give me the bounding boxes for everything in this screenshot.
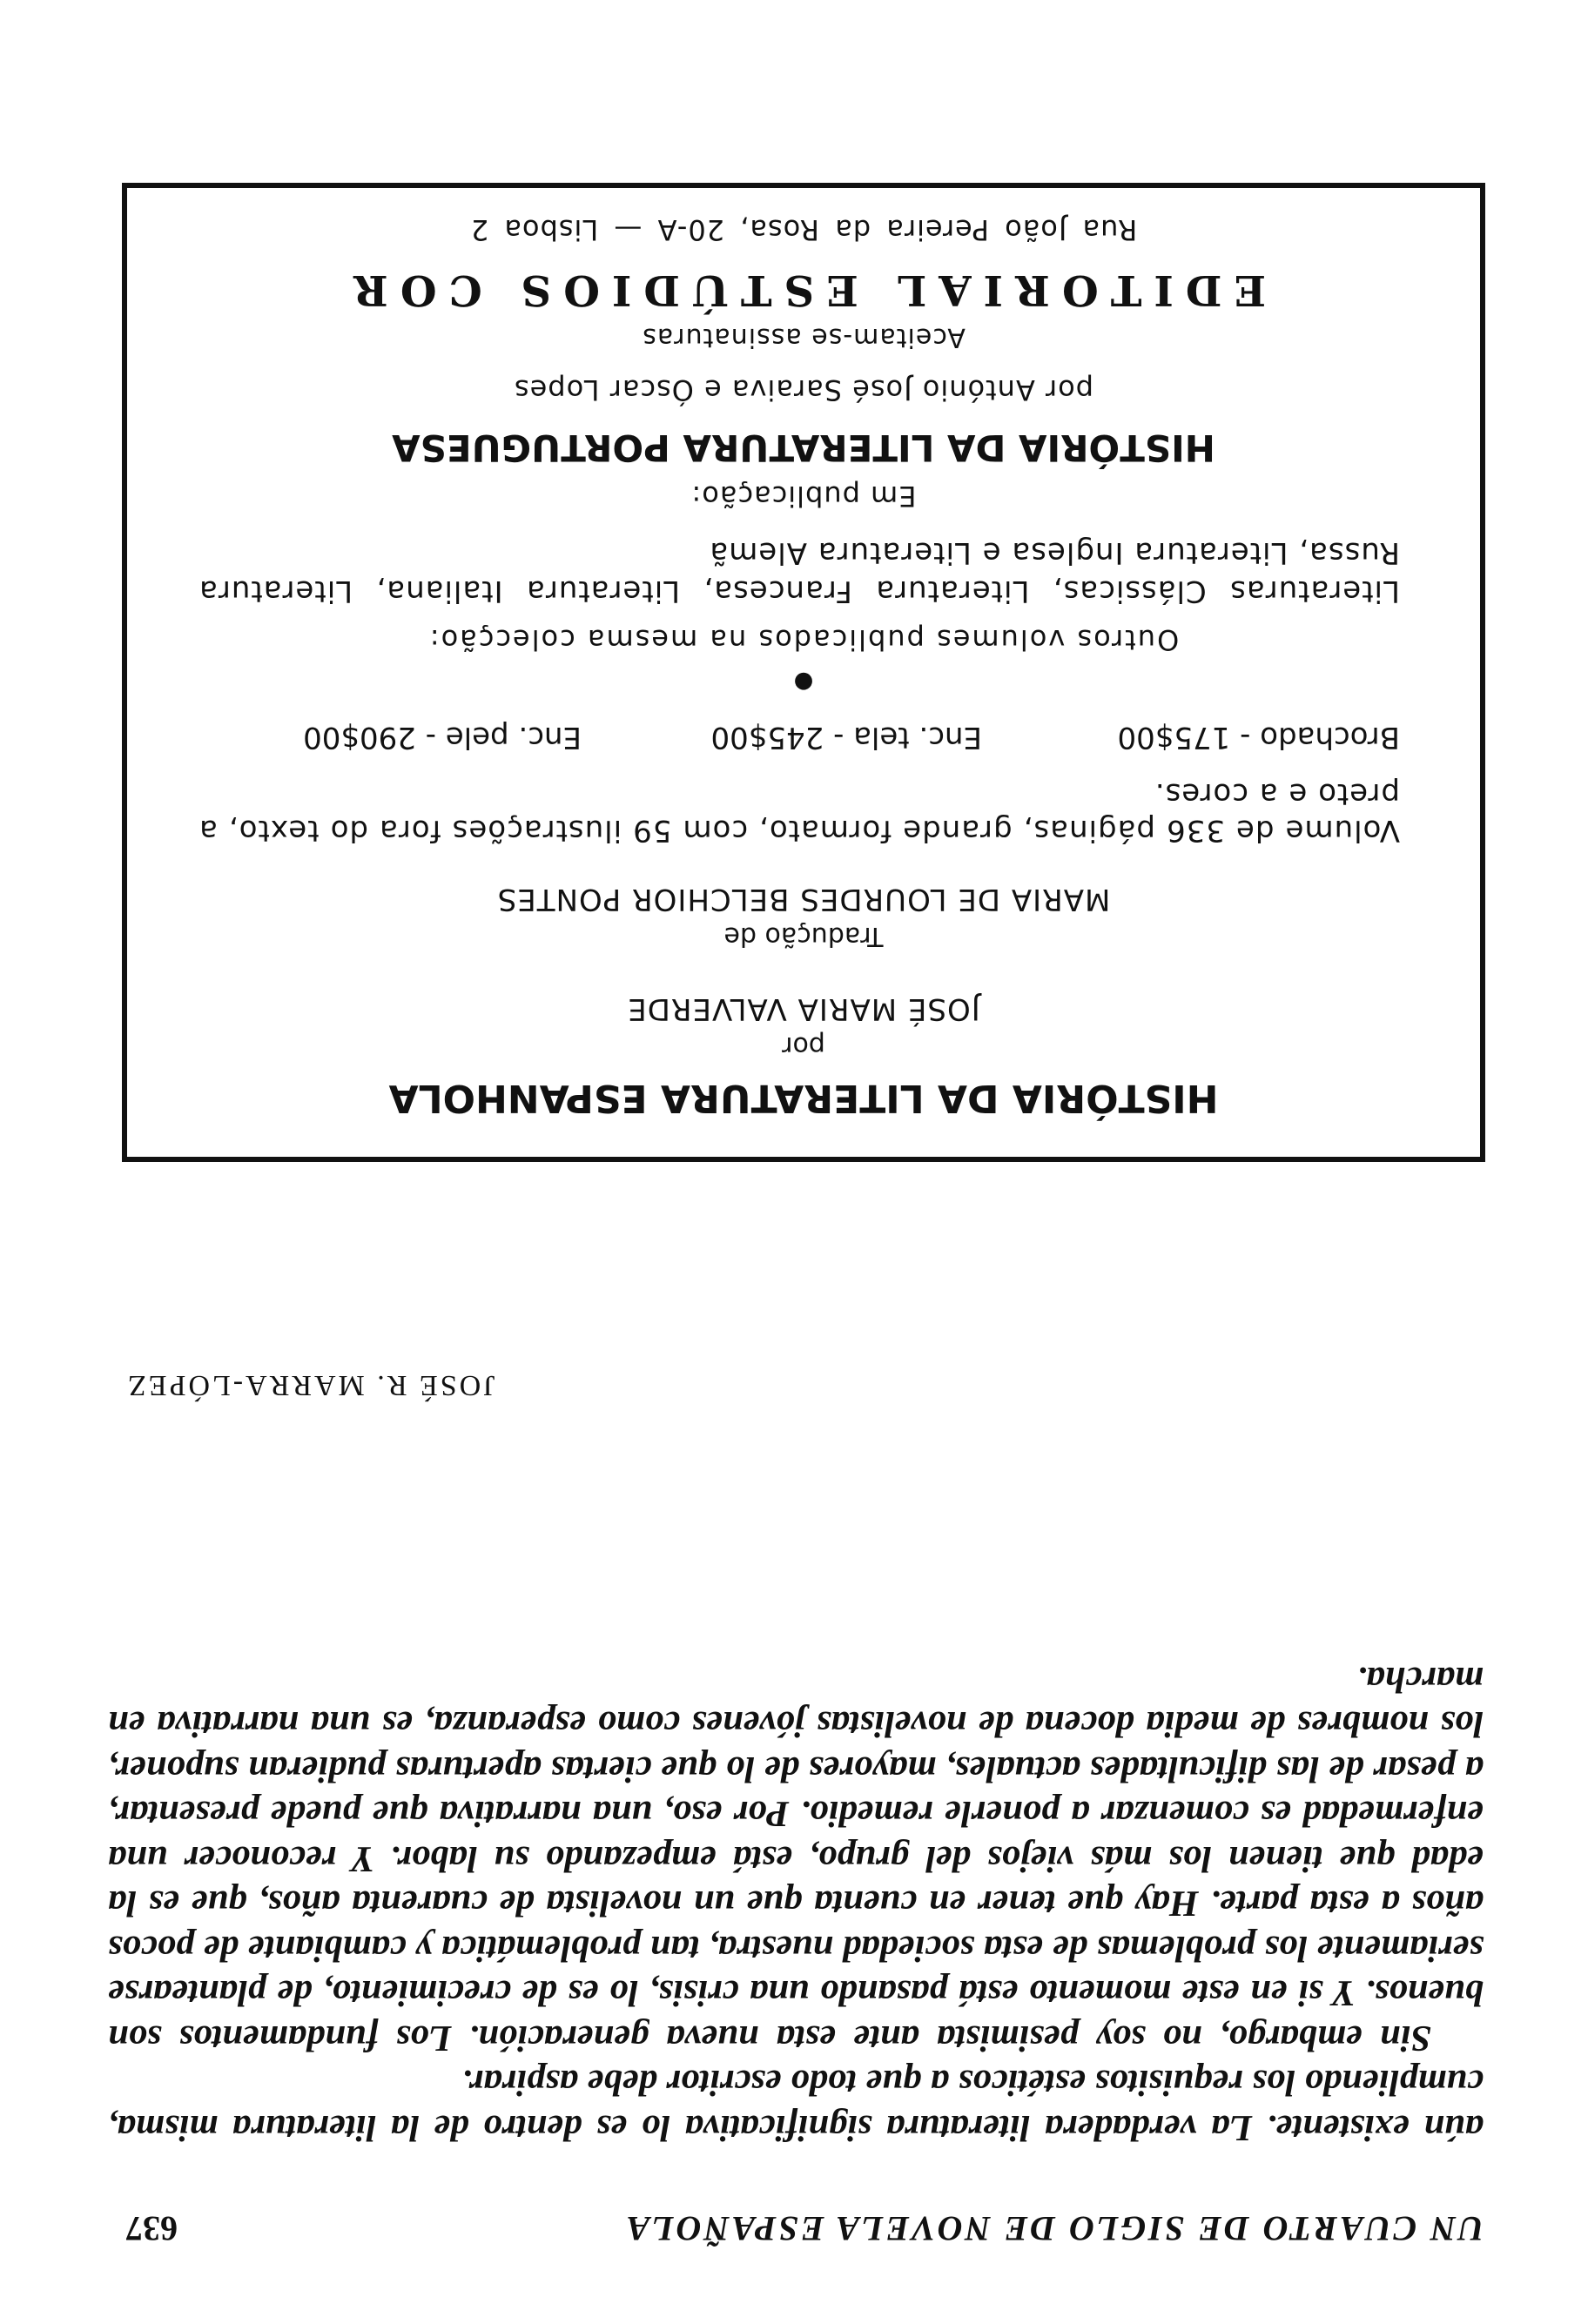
ad-book-title: HISTÓRIA DA LITERATURA ESPANHOLA [388, 1076, 1219, 1120]
price-leather: Enc. pele - 290$00 [303, 720, 582, 755]
ad-other-volumes-list: Literaturas Clássicas, Literatura Francesa, Literatura Italiana, Literatura Russa, Literatura Inglesa e Literatura Alemã [198, 535, 1400, 608]
running-title: UN CUARTO DE SIGLO DE NOVELA ESPAÑOLA [623, 2209, 1484, 2248]
ad-translator: MARIA DE LOURDES BELCHIOR PONTES [496, 882, 1111, 917]
price-paperback: Brochado - 175$00 [1117, 720, 1400, 755]
ad-address: Rua João Pereira da Rosa, 20-A — Lisboa 2 [469, 213, 1138, 246]
article-text [108, 1657, 1484, 2151]
ad-description: Volume de 336 páginas, grande formato, com 59 ilustrações fora do texto, a preto e a cores. [198, 776, 1400, 848]
running-header [125, 2206, 1484, 2249]
ad-publisher: EDITORIAL ESTÚDIOS COR [340, 265, 1267, 314]
price-cloth: Enc. tela - 245$00 [710, 720, 982, 755]
bullet-divider-icon: ● [793, 669, 814, 695]
paragraph-1: aún existente. La verdadera literatura significativa lo es dentro de la literatura misma, cumpliendo los requisitos estéticos a que todo escritor debe aspirar. [108, 2062, 1484, 2148]
ad-second-book-title: HISTÓRIA DA LITERATURA PORTUGUESA [392, 427, 1215, 469]
ad-by-label: por [782, 1031, 825, 1061]
page-number: 637 [125, 2209, 178, 2248]
ad-author: JOSÉ MARIA VALVERDE [627, 991, 980, 1026]
ad-subscriptions: Aceitam-se assinaturas [642, 322, 966, 353]
ad-translation-label: Tradução de [723, 921, 884, 951]
ad-in-publication-label: Em publicação: [690, 480, 917, 513]
paragraph-2: Sin embargo, no soy pesimista ante esta nueva generación. Los fundamentos son buenos. Y si en este momento está pasando una crisis, lo es de crecimiento, de plantearse seriamente los problemas de esta sociedad nuestra, tan problemática y cambiante de pocos años a esta parte. Hay que tener en cuenta que un novelista de cuarenta años, que es la edad que tienen los más viejos del grupo, está empezando su labor. Y reconocer una enfermedad es comenzar a ponerle remedio. Por eso, una narrativa que puede presentar, a pesar de las dificultades actuales, mayores de lo que ciertas aperturas pudieran suponer, los nombres de media docena de novelistas jóvenes como esperanza, es una narrativa en marcha. [108, 1659, 1484, 2059]
advertisement-box [122, 183, 1485, 1162]
author-signature: JOSÉ R. MARRA-LÓPEZ [125, 1369, 495, 1401]
ad-other-volumes-title: Outros volumes publicados na mesma colecção: [427, 623, 1180, 656]
ad-second-book-authors: por António José Saraiva e Óscar Lopes [513, 373, 1094, 406]
